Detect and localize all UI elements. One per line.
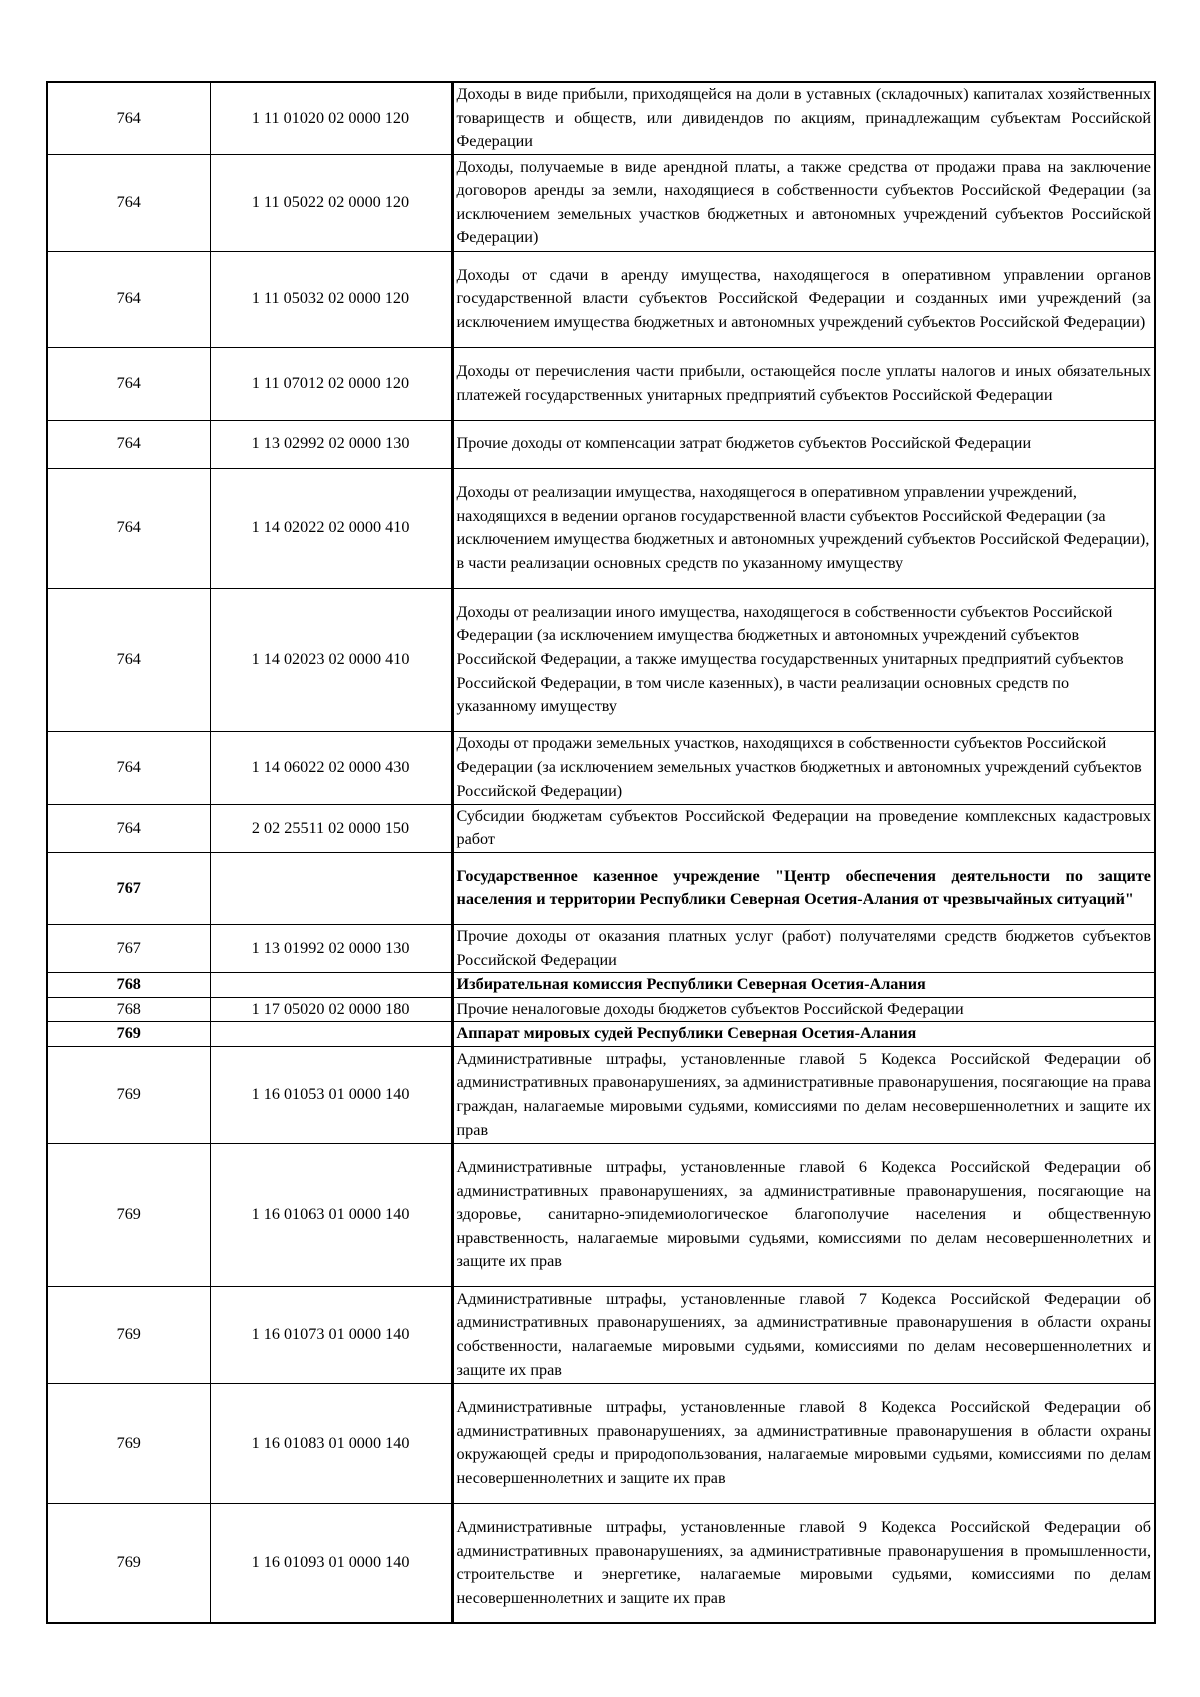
document-page [46, 81, 1154, 1624]
admin-code-cell: 769 [47, 1143, 210, 1286]
budget-code-cell [210, 973, 452, 998]
budget-code-cell [210, 852, 452, 924]
table-row-organization [47, 1022, 1155, 1047]
table-row-organization [47, 973, 1155, 998]
budget-code-cell: 1 11 05022 02 0000 120 [210, 154, 452, 251]
admin-code-cell: 769 [47, 1383, 210, 1503]
table-row [47, 731, 1155, 804]
table-row [47, 468, 1155, 588]
table-body [47, 82, 1155, 1623]
admin-code-cell: 764 [47, 468, 210, 588]
table-row [47, 1046, 1155, 1143]
revenue-name-cell: Административные штрафы, установленные главой 8 Кодекса Российской Федерации об административных правонарушениях, за административные правонарушения в области охраны окружающей среды и природопользования, налагаемые мировыми судьями, комиссиями по делам несовершеннолетних и защите их прав [452, 1383, 1155, 1503]
revenue-name-cell: Административные штрафы, установленные главой 7 Кодекса Российской Федерации об административных правонарушениях, за административные правонарушения в области охраны собственности, налагаемые мировыми судьями, комиссиями по делам несовершеннолетних и защите их прав [452, 1286, 1155, 1383]
budget-code-cell: 1 11 01020 02 0000 120 [210, 82, 452, 154]
budget-code-cell [210, 1022, 452, 1047]
table-row [47, 154, 1155, 251]
budget-code-cell: 1 16 01093 01 0000 140 [210, 1503, 452, 1623]
table-row [47, 924, 1155, 972]
table-row [47, 804, 1155, 852]
organization-name-cell: Государственное казенное учреждение "Центр обеспечения деятельности по защите населения и территории Республики Северная Осетия-Алания от чрезвычайных ситуаций" [452, 852, 1155, 924]
admin-code-cell: 764 [47, 804, 210, 852]
budget-code-cell: 1 14 02022 02 0000 410 [210, 468, 452, 588]
admin-code-cell: 764 [47, 251, 210, 347]
revenue-name-cell: Доходы от реализации имущества, находящегося в оперативном управлении учреждений, находящихся в ведении органов государственной власти субъектов Российской Федерации (за исключением имущества бюджетных и автономных учреждений субъектов Российской Федерации), в части реализации основных средств по указанному имуществу [452, 468, 1155, 588]
admin-code-cell: 764 [47, 82, 210, 154]
organization-name-cell: Избирательная комиссия Республики Северная Осетия-Алания [452, 973, 1155, 998]
budget-code-cell: 1 16 01073 01 0000 140 [210, 1286, 452, 1383]
table-row-organization [47, 852, 1155, 924]
admin-code-cell: 769 [47, 1046, 210, 1143]
organization-name-cell: Аппарат мировых судей Республики Северная Осетия-Алания [452, 1022, 1155, 1047]
budget-code-cell: 1 14 02023 02 0000 410 [210, 588, 452, 731]
admin-code-cell: 764 [47, 420, 210, 468]
admin-code-cell: 769 [47, 1286, 210, 1383]
table-row [47, 1286, 1155, 1383]
revenue-name-cell: Доходы, получаемые в виде арендной платы, а также средства от продажи права на заключение договоров аренды за земли, находящиеся в собственности субъектов Российской Федерации (за исключением земельных участков бюджетных и автономных учреждений субъектов Российской Федерации) [452, 154, 1155, 251]
table-row [47, 347, 1155, 420]
budget-code-cell: 1 13 02992 02 0000 130 [210, 420, 452, 468]
revenue-name-cell: Доходы в виде прибыли, приходящейся на доли в уставных (складочных) капиталах хозяйственных товариществ и обществ, или дивидендов по акциям, принадлежащим субъектам Российской Федерации [452, 82, 1155, 154]
revenue-name-cell: Доходы от перечисления части прибыли, остающейся после уплаты налогов и иных обязательных платежей государственных унитарных предприятий субъектов Российской Федерации [452, 347, 1155, 420]
revenue-codes-table [46, 81, 1156, 1624]
table-row [47, 1143, 1155, 1286]
revenue-name-cell: Прочие неналоговые доходы бюджетов субъектов Российской Федерации [452, 997, 1155, 1022]
table-row [47, 588, 1155, 731]
budget-code-cell: 1 11 05032 02 0000 120 [210, 251, 452, 347]
budget-code-cell: 1 16 01053 01 0000 140 [210, 1046, 452, 1143]
budget-code-cell: 1 16 01083 01 0000 140 [210, 1383, 452, 1503]
table-row [47, 997, 1155, 1022]
admin-code-cell: 764 [47, 154, 210, 251]
revenue-name-cell: Прочие доходы от оказания платных услуг (работ) получателями средств бюджетов субъектов Российской Федерации [452, 924, 1155, 972]
table-row [47, 1503, 1155, 1623]
revenue-name-cell: Административные штрафы, установленные главой 9 Кодекса Российской Федерации об административных правонарушениях, за административные правонарушения в промышленности, строительстве и энергетике, налагаемые мировыми судьями, комиссиями по делам несовершеннолетних и защите их прав [452, 1503, 1155, 1623]
revenue-name-cell: Административные штрафы, установленные главой 6 Кодекса Российской Федерации об административных правонарушениях, за административные правонарушения, посягающие на здоровье, санитарно-эпидемиологическое благополучие населения и общественную нравственность, налагаемые мировыми судьями, комиссиями по делам несовершеннолетних и защите их прав [452, 1143, 1155, 1286]
revenue-name-cell: Прочие доходы от компенсации затрат бюджетов субъектов Российской Федерации [452, 420, 1155, 468]
table-row [47, 82, 1155, 154]
revenue-name-cell: Административные штрафы, установленные главой 5 Кодекса Российской Федерации об административных правонарушениях, за административные правонарушения, посягающие на права граждан, налагаемые мировыми судьями, комиссиями по делам несовершеннолетних и защите их прав [452, 1046, 1155, 1143]
admin-code-cell: 764 [47, 588, 210, 731]
table-row [47, 1383, 1155, 1503]
budget-code-cell: 1 11 07012 02 0000 120 [210, 347, 452, 420]
admin-code-cell: 764 [47, 347, 210, 420]
admin-code-cell: 767 [47, 852, 210, 924]
revenue-name-cell: Доходы от реализации иного имущества, находящегося в собственности субъектов Российской Федерации (за исключением имущества бюджетных и автономных учреждений субъектов Российской Федерации, а также имущества государственных унитарных предприятий субъектов Российской Федерации, в том числе казенных), в части реализации основных средств по указанному имуществу [452, 588, 1155, 731]
admin-code-cell: 768 [47, 973, 210, 998]
revenue-name-cell: Субсидии бюджетам субъектов Российской Федерации на проведение комплексных кадастровых работ [452, 804, 1155, 852]
budget-code-cell: 1 16 01063 01 0000 140 [210, 1143, 452, 1286]
admin-code-cell: 768 [47, 997, 210, 1022]
table-row [47, 251, 1155, 347]
admin-code-cell: 769 [47, 1503, 210, 1623]
revenue-name-cell: Доходы от сдачи в аренду имущества, находящегося в оперативном управлении органов государственной власти субъектов Российской Федерации и созданных ими учреждений (за исключением имущества бюджетных и автономных учреждений субъектов Российской Федерации) [452, 251, 1155, 347]
budget-code-cell: 1 13 01992 02 0000 130 [210, 924, 452, 972]
budget-code-cell: 1 14 06022 02 0000 430 [210, 731, 452, 804]
budget-code-cell: 2 02 25511 02 0000 150 [210, 804, 452, 852]
budget-code-cell: 1 17 05020 02 0000 180 [210, 997, 452, 1022]
admin-code-cell: 767 [47, 924, 210, 972]
table-row [47, 420, 1155, 468]
revenue-name-cell: Доходы от продажи земельных участков, находящихся в собственности субъектов Российской Федерации (за исключением земельных участков бюджетных и автономных учреждений субъектов Российской Федерации) [452, 731, 1155, 804]
admin-code-cell: 764 [47, 731, 210, 804]
admin-code-cell: 769 [47, 1022, 210, 1047]
